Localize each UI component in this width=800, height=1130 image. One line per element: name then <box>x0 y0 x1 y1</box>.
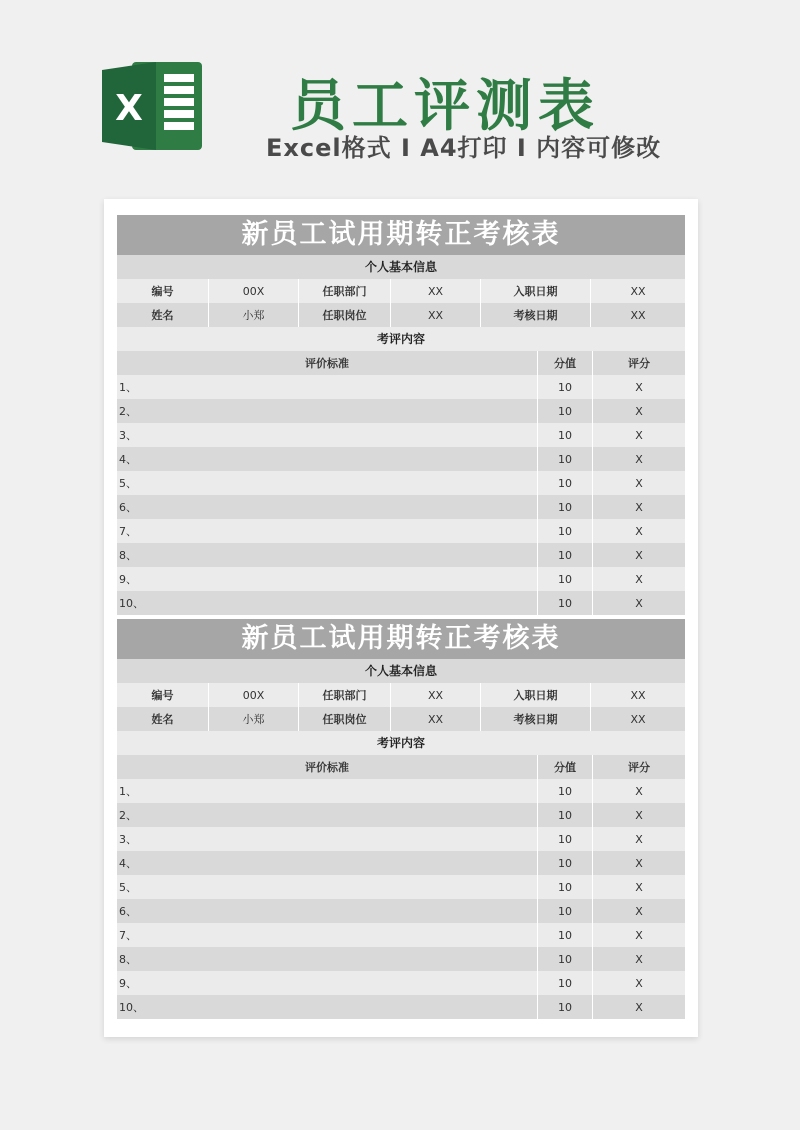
column-header: 分值 <box>538 351 593 375</box>
grade-cell[interactable]: X <box>635 500 643 514</box>
criterion-cell[interactable]: 5、 <box>117 471 538 495</box>
grade-cell[interactable]: X <box>635 476 643 490</box>
info-label: 考核日期 <box>481 707 591 731</box>
basic-info-heading: 个人基本信息 <box>117 659 685 683</box>
criterion-cell[interactable]: 6、 <box>117 495 538 519</box>
info-label: 任职岗位 <box>299 707 391 731</box>
info-value[interactable]: XX <box>391 683 481 707</box>
grade-cell[interactable]: X <box>635 428 643 442</box>
table-row <box>117 875 685 899</box>
grade-cell[interactable]: X <box>635 548 643 562</box>
table-row <box>117 803 685 827</box>
criterion-cell[interactable]: 9、 <box>117 567 538 591</box>
info-value[interactable]: 小郑 <box>209 707 299 731</box>
table-row <box>117 851 685 875</box>
column-header: 分值 <box>538 755 593 779</box>
score-cell[interactable]: 10 <box>538 471 593 495</box>
info-value[interactable]: XX <box>630 712 646 726</box>
eval-header-row <box>117 755 685 779</box>
grade-cell[interactable]: X <box>635 880 643 894</box>
table-row <box>117 543 685 567</box>
info-value[interactable]: XX <box>391 707 481 731</box>
evaluation-form <box>117 215 685 615</box>
info-value[interactable]: 小郑 <box>209 303 299 327</box>
info-row <box>117 303 685 327</box>
page-title: 员工评测表 <box>290 74 600 139</box>
info-row <box>117 707 685 731</box>
score-cell[interactable]: 10 <box>538 923 593 947</box>
table-row <box>117 495 685 519</box>
info-label: 考核日期 <box>481 303 591 327</box>
grade-cell[interactable]: X <box>635 928 643 942</box>
form-title: 新员工试用期转正考核表 <box>117 619 685 659</box>
criterion-cell[interactable]: 7、 <box>117 519 538 543</box>
criterion-cell[interactable]: 1、 <box>117 375 538 399</box>
grade-cell[interactable]: X <box>635 596 643 610</box>
basic-info-heading: 个人基本信息 <box>117 255 685 279</box>
criterion-cell[interactable]: 2、 <box>117 399 538 423</box>
grade-cell[interactable]: X <box>635 524 643 538</box>
excel-logo-icon <box>102 58 204 154</box>
score-cell[interactable]: 10 <box>538 947 593 971</box>
score-cell[interactable]: 10 <box>538 899 593 923</box>
grade-cell[interactable]: X <box>635 856 643 870</box>
score-cell[interactable]: 10 <box>538 779 593 803</box>
eval-header-row <box>117 351 685 375</box>
grade-cell[interactable]: X <box>635 976 643 990</box>
table-row <box>117 399 685 423</box>
info-value[interactable]: XX <box>391 303 481 327</box>
table-row <box>117 567 685 591</box>
info-label: 入职日期 <box>481 683 591 707</box>
criterion-cell[interactable]: 10、 <box>117 591 538 615</box>
table-row <box>117 995 685 1019</box>
form-title: 新员工试用期转正考核表 <box>117 215 685 255</box>
table-row <box>117 827 685 851</box>
table-row <box>117 923 685 947</box>
table-row <box>117 971 685 995</box>
table-row <box>117 375 685 399</box>
evaluation-form <box>117 619 685 1019</box>
score-cell[interactable]: 10 <box>538 567 593 591</box>
table-row <box>117 947 685 971</box>
score-cell[interactable]: 10 <box>538 971 593 995</box>
info-label: 姓名 <box>117 303 209 327</box>
criterion-cell[interactable]: 3、 <box>117 827 538 851</box>
grade-cell[interactable]: X <box>635 952 643 966</box>
score-cell[interactable]: 10 <box>538 447 593 471</box>
criterion-cell[interactable]: 2、 <box>117 803 538 827</box>
criterion-cell[interactable]: 6、 <box>117 899 538 923</box>
info-value[interactable]: 00X <box>209 279 299 303</box>
score-cell[interactable]: 10 <box>538 495 593 519</box>
page-subtitle: Excel格式 Ⅰ A4打印 Ⅰ 内容可修改 <box>266 134 662 162</box>
score-cell[interactable]: 10 <box>538 591 593 615</box>
score-cell[interactable]: 10 <box>538 875 593 899</box>
grade-cell[interactable]: X <box>635 452 643 466</box>
grade-cell[interactable]: X <box>635 404 643 418</box>
info-row <box>117 683 685 707</box>
score-cell[interactable]: 10 <box>538 543 593 567</box>
score-cell[interactable]: 10 <box>538 375 593 399</box>
info-label: 入职日期 <box>481 279 591 303</box>
table-row <box>117 779 685 803</box>
table-row <box>117 519 685 543</box>
eval-heading: 考评内容 <box>117 731 685 755</box>
score-cell[interactable]: 10 <box>538 827 593 851</box>
criterion-cell[interactable]: 3、 <box>117 423 538 447</box>
info-label: 任职部门 <box>299 683 391 707</box>
criterion-cell[interactable]: 8、 <box>117 947 538 971</box>
eval-heading: 考评内容 <box>117 327 685 351</box>
info-label: 任职部门 <box>299 279 391 303</box>
info-label: 任职岗位 <box>299 303 391 327</box>
criterion-cell[interactable]: 4、 <box>117 851 538 875</box>
info-label: 编号 <box>117 683 209 707</box>
criterion-cell[interactable]: 1、 <box>117 779 538 803</box>
criterion-cell[interactable]: 9、 <box>117 971 538 995</box>
grade-cell[interactable]: X <box>635 380 643 394</box>
criterion-cell[interactable]: 8、 <box>117 543 538 567</box>
score-cell[interactable]: 10 <box>538 519 593 543</box>
grade-cell[interactable]: X <box>635 1000 643 1014</box>
info-label: 编号 <box>117 279 209 303</box>
info-value[interactable]: XX <box>630 688 646 702</box>
table-row <box>117 591 685 615</box>
table-row <box>117 471 685 495</box>
table-row <box>117 899 685 923</box>
grade-cell[interactable]: X <box>635 808 643 822</box>
info-label: 姓名 <box>117 707 209 731</box>
info-value[interactable]: XX <box>391 279 481 303</box>
score-cell[interactable]: 10 <box>538 399 593 423</box>
page-header <box>0 0 800 190</box>
column-header: 评价标准 <box>117 351 538 375</box>
column-header: 评分 <box>628 761 650 774</box>
grade-cell[interactable]: X <box>635 784 643 798</box>
column-header: 评分 <box>628 357 650 370</box>
column-header: 评价标准 <box>117 755 538 779</box>
table-row <box>117 447 685 471</box>
criterion-cell[interactable]: 5、 <box>117 875 538 899</box>
grade-cell[interactable]: X <box>635 832 643 846</box>
info-value[interactable]: XX <box>630 284 646 298</box>
criterion-cell[interactable]: 7、 <box>117 923 538 947</box>
score-cell[interactable]: 10 <box>538 803 593 827</box>
score-cell[interactable]: 10 <box>538 851 593 875</box>
score-cell[interactable]: 10 <box>538 995 593 1019</box>
info-value[interactable]: 00X <box>209 683 299 707</box>
score-cell[interactable]: 10 <box>538 423 593 447</box>
svg-text:X: X <box>115 88 143 129</box>
criterion-cell[interactable]: 4、 <box>117 447 538 471</box>
spreadsheet-page <box>104 199 698 1037</box>
criterion-cell[interactable]: 10、 <box>117 995 538 1019</box>
info-row <box>117 279 685 303</box>
table-row <box>117 423 685 447</box>
grade-cell[interactable]: X <box>635 572 643 586</box>
grade-cell[interactable]: X <box>635 904 643 918</box>
info-value[interactable]: XX <box>630 308 646 322</box>
